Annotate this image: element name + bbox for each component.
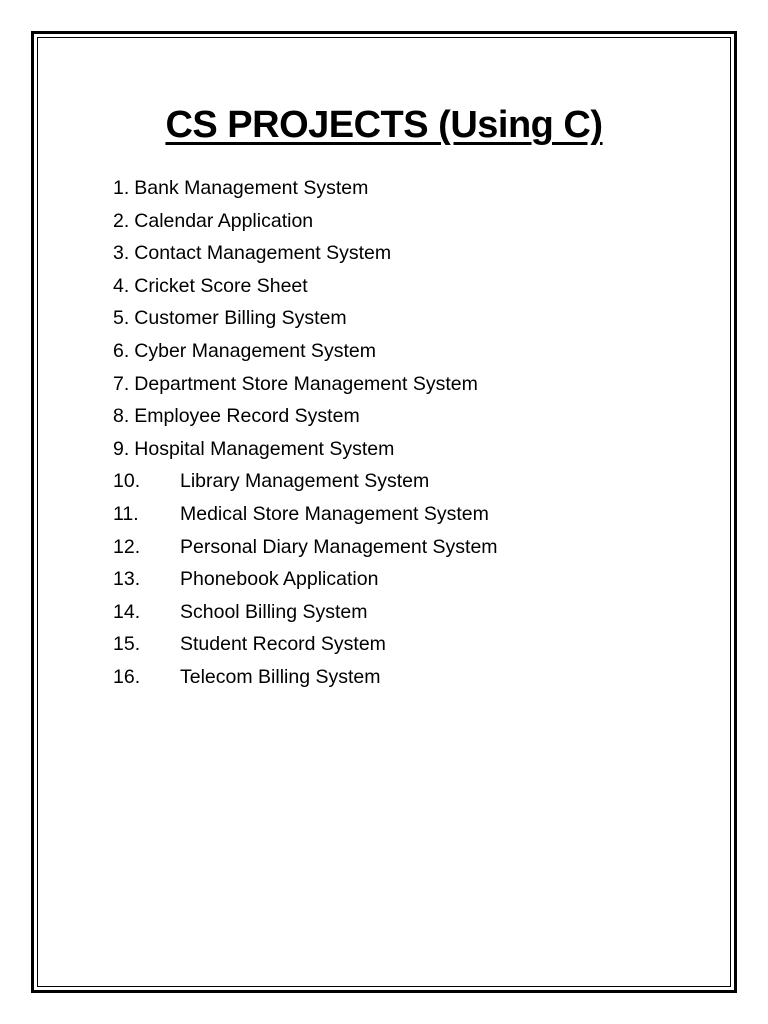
list-item-number: 9. [113,437,130,460]
page-title-text: CS PROJECTS (Using C) [165,104,603,146]
project-list [113,174,498,696]
list-item [113,663,498,696]
list-item-text: Phonebook Application [180,568,379,591]
list-item [113,533,498,566]
list-item [113,370,498,403]
list-item-number: 12. [113,535,141,558]
list-item-number: 11. [113,502,139,525]
list-item [113,207,498,240]
list-item [113,500,498,533]
list-item-text: Contact Management System [134,242,392,265]
list-item-number: 3. [113,242,130,265]
list-item [113,239,498,272]
list-item-text: Calendar Application [134,209,314,232]
list-item-number: 1. [113,177,130,199]
list-item-number: 2. [113,209,130,232]
list-item [113,435,498,468]
list-item-text: Customer Billing System [134,307,347,330]
list-item-text: Student Record System [180,633,386,656]
list-item-text: Personal Diary Management System [180,535,498,558]
list-item-number: 10. [113,470,141,493]
list-item-number: 15. [113,633,141,656]
list-item [113,402,498,435]
list-item-text: Telecom Billing System [180,665,381,688]
list-item [113,272,498,305]
list-item-number: 16. [113,665,141,688]
list-item-text: Department Store Management System [134,372,478,395]
list-item [113,598,498,631]
list-item-text: Cricket Score Sheet [134,274,308,297]
list-item-number: 14. [113,600,141,623]
page-title [0,101,768,149]
list-item-number: 8. [113,405,130,428]
list-item [113,630,498,663]
list-item-text: Medical Store Management System [180,502,489,525]
list-item [113,174,498,207]
list-item [113,304,498,337]
list-item [113,337,498,370]
list-item-number: 13. [113,568,141,591]
list-item-text: Bank Management System [134,177,369,199]
list-item-text: Employee Record System [134,405,360,428]
list-item-number: 4. [113,274,130,297]
list-item-number: 6. [113,339,130,362]
list-item-text: Hospital Management System [134,437,395,460]
list-item-text: Cyber Management System [134,339,376,362]
list-item-text: School Billing System [180,600,368,623]
list-item [113,467,498,500]
list-item-number: 5. [113,307,130,330]
list-item-text: Library Management System [180,470,430,493]
list-item-number: 7. [113,372,130,395]
list-item [113,565,498,598]
